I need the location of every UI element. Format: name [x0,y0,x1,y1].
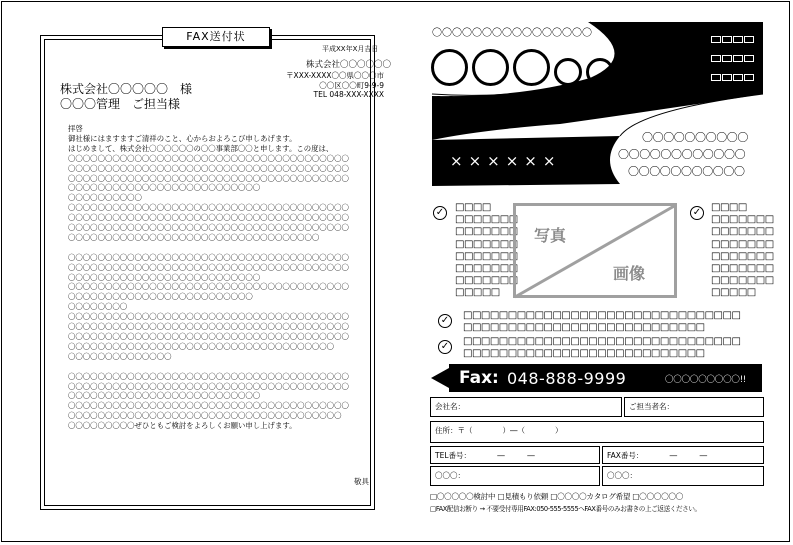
letter-line: 〇〇〇〇〇〇〇〇〇〇〇〇〇〇〇〇〇〇〇〇〇〇〇〇〇〇〇〇〇〇〇〇〇〇〇〇〇 [68,411,342,421]
medium-circle [618,58,646,86]
letter-closing: 敬具 [354,477,369,486]
box-list-item: □□□□□□□ [711,238,774,250]
circle-row-2: 〇〇〇〇〇 [432,112,495,127]
circle-row-1: 〇〇〇〇〇〇〇〇〇〇〇〇〇〇〇〇〇 [432,96,645,111]
check-icon: ✓ [433,206,447,220]
fax-field[interactable]: FAX番号： ― ― [602,446,764,464]
check-row-1-line1: □□□□□□□□□□□□□□□□□□□□□□□□□□□□□□□ [463,310,741,321]
box-list-item: □□□□□□□ [455,263,518,275]
recipient-department: 〇〇〇管理 ご担当様 [60,97,181,111]
footer-options[interactable]: □〇〇〇〇〇検討中 □見積もり依頼 □〇〇〇〇カタログ希望 □〇〇〇〇〇〇 [430,492,684,501]
right-circles-2: 〇〇〇〇〇〇〇〇〇〇〇〇 [618,148,746,161]
right-circles-1: 〇〇〇〇〇〇〇〇〇〇 [642,131,748,144]
letter-line: 〇〇〇〇〇〇〇〇〇〇〇〇〇〇〇〇〇〇〇〇〇〇〇〇〇〇〇〇〇〇〇〇〇〇〇〇〇〇 [68,163,349,173]
letter-line: 〇〇〇〇〇〇〇〇〇〇〇〇〇〇〇〇〇〇〇〇〇〇〇〇〇〇〇〇〇〇〇〇〇〇〇〇〇〇 [68,401,349,411]
big-circle [513,49,550,86]
box-list-item: □□□□□□□ [711,263,774,275]
sender-company: 株式会社〇〇〇〇〇〇 [306,60,392,70]
check-row-2-line2: □□□□□□□□□□□□□□□□□□□□□□□□□□□ [463,347,705,359]
letter-line: 〇〇〇〇〇〇〇〇〇〇〇〇〇〇〇〇〇〇〇〇〇〇〇〇〇〇 [68,391,261,401]
box-list-item: □□□□□□□ [455,214,518,226]
fax-arrow-icon [431,368,449,388]
box-list-item: □□□□□□□ [711,226,774,238]
big-circles-row [431,49,650,86]
letter-line: 〇〇〇〇〇〇〇〇〇〇〇〇〇〇〇〇〇〇〇〇〇〇〇〇〇〇〇〇〇〇〇〇〇〇〇〇〇〇 [68,322,349,332]
letter-line: 〇〇〇〇〇〇〇〇〇〇〇〇〇〇〇〇〇〇〇〇〇〇〇〇〇〇〇〇〇〇〇〇〇〇〇〇〇〇 [68,282,349,292]
recipient-company: 株式会社〇〇〇〇〇 様 [60,82,193,96]
address-field[interactable]: 住所：〒（ ）―（ ） [430,421,764,443]
letter-date: 平成XX年X月吉日 [322,45,379,53]
letter-line: 〇〇〇〇〇〇〇〇〇〇〇〇〇〇〇〇〇〇〇〇〇〇〇〇〇〇〇〇〇〇〇〇〇〇〇〇〇〇 [68,223,349,233]
letter-line: 〇〇〇〇〇〇〇〇 [68,302,128,312]
fax-number-bar [449,364,762,392]
letter-line: 〇〇〇〇〇〇〇〇〇〇〇〇〇〇〇〇〇〇〇〇〇〇〇〇〇〇〇〇〇〇〇〇〇〇〇〇〇〇 [68,173,349,183]
check-row-1 [463,310,740,333]
letter-line: 〇〇〇〇〇〇〇〇〇〇〇〇〇〇〇〇〇〇〇〇〇〇〇〇〇〇〇〇〇〇〇〇〇〇〇〇〇〇 [68,312,349,322]
box-list-item: □□□□□□□ [455,226,518,238]
check-icon: ✓ [438,314,452,328]
big-circle [472,49,509,86]
blank-field-2[interactable]: 〇〇〇： [602,466,764,486]
letter-line: 〇〇〇〇〇〇〇〇〇〇〇〇〇〇〇〇〇〇〇〇〇〇〇〇〇〇 [68,183,261,193]
letter-line: 〇〇〇〇〇〇〇〇〇〇 [68,193,142,203]
fax-label: Fax: [459,368,499,388]
mini-box-grid [711,31,755,88]
fax-tail-text: 〇〇〇〇〇〇〇〇〇!! [665,375,747,385]
box-list-item: □□□□□□□ [711,250,774,262]
letter-line: 〇〇〇〇〇〇〇〇〇〇〇〇〇〇〇〇〇〇〇〇〇〇〇〇〇〇〇〇〇〇〇〇〇〇〇〇〇〇 [68,252,349,262]
letter-line: 〇〇〇〇〇〇〇〇〇〇〇〇〇〇〇〇〇〇〇〇〇〇〇〇〇〇〇〇〇〇〇〇〇〇〇〇〇〇 [68,262,349,272]
letter-line: はじめまして、株式会社〇〇〇〇〇〇の〇〇事業部〇〇と申します。この度は、 [68,143,334,153]
right-circles-3: 〇〇〇〇〇〇〇〇〇〇〇 [628,165,745,178]
check-row-1-line2: □□□□□□□□□□□□□□□□□□□□□□□□□□□ [463,321,705,333]
letter-line: 拝啓 [68,124,83,133]
blank-field-1[interactable]: 〇〇〇： [430,466,600,486]
box-list-item: □□□□ [711,202,747,213]
fax-number: 048-888-9999 [507,369,627,388]
crosses: ×××××× [450,152,562,170]
medium-circle [586,58,614,86]
letter-line: 〇〇〇〇〇〇〇〇〇〇〇〇〇〇〇〇〇〇〇〇〇〇〇〇〇〇〇〇〇〇〇〇〇〇〇〇〇〇 [68,332,349,342]
box-list-item: □□□□□□□ [455,250,518,262]
letter-line: 〇〇〇〇〇〇〇〇〇〇〇〇〇〇〇〇〇〇〇〇〇〇〇〇〇〇〇〇〇〇〇〇〇〇 [68,232,320,242]
letter-line: 〇〇〇〇〇〇〇〇〇〇〇〇〇〇〇〇〇〇〇〇〇〇〇〇〇〇〇〇〇〇〇〇〇〇〇〇 [68,341,335,351]
photo-label-1: 写真 [534,226,567,245]
medium-circle [554,58,582,86]
letter-line: 〇〇〇〇〇〇〇〇〇〇〇〇〇〇〇〇〇〇〇〇〇〇〇〇〇〇〇〇〇〇〇〇〇〇〇〇〇〇 [68,153,349,163]
box-list-item: □□□□□□□ [455,275,518,287]
letter-line: 〇〇〇〇〇〇〇〇〇〇〇〇〇〇 [68,351,172,361]
check-row-2-line1: □□□□□□□□□□□□□□□□□□□□□□□□□□□□□□□ [463,336,741,347]
letter-line: 〇〇〇〇〇〇〇〇〇ぜひともご検討をよろしくお願い申し上げます。 [68,421,297,431]
photo-placeholder [513,203,677,298]
footer-opt-out[interactable]: □FAX配信お断り → 不要受付専用FAX:050-555-5555へFAX番号のみお書きの上ご返送ください。 [430,505,701,513]
fax-title-badge: FAX送付状 [162,27,270,47]
photo-label-2: 画像 [613,264,646,283]
letter-line: 〇〇〇〇〇〇〇〇〇〇〇〇〇〇〇〇〇〇〇〇〇〇〇〇〇〇〇〇〇〇〇〇〇〇〇〇〇〇 [68,381,349,391]
letter-line: 〇〇〇〇〇〇〇〇〇〇〇〇〇〇〇〇〇〇〇〇〇〇〇〇〇〇〇〇〇〇〇〇〇〇〇〇〇〇 [68,203,349,213]
sender-address-line2: 〇〇区〇〇町9-9-9 [319,80,384,90]
letter-line: 御社様にはますますご清祥のこと、心からおよろこび申しあげます。 [68,133,297,143]
flyer-top-circles: 〇〇〇〇〇〇〇〇〇〇〇〇〇〇〇〇 [432,28,592,39]
left-box-list [455,202,518,300]
sender-tel: TEL 048-XXX-XXXX [313,90,384,99]
company-field[interactable]: 会社名： [430,397,622,417]
box-list-item: □□□□□□□ [711,214,774,226]
box-list-item: □□□□ [455,202,491,213]
contact-field[interactable]: ご担当者名： [624,397,764,417]
box-list-item: □□□□□ [711,287,756,299]
letter-line: 〇〇〇〇〇〇〇〇〇〇〇〇〇〇〇〇〇〇〇〇〇〇〇〇〇 [68,292,253,302]
letter-line: 〇〇〇〇〇〇〇〇〇〇〇〇〇〇〇〇〇〇〇〇〇〇〇〇〇〇〇〇〇〇〇〇〇〇〇〇〇〇 [68,213,349,223]
check-icon: ✓ [690,206,704,220]
box-list-item: □□□□□□□ [711,275,774,287]
right-box-list [711,202,774,300]
big-circle [431,49,468,86]
letter-line: 〇〇〇〇〇〇〇〇〇〇〇〇〇〇〇〇〇〇〇〇〇〇〇〇〇〇 [68,272,261,282]
check-icon: ✓ [438,340,452,354]
box-list-item: □□□□□□□ [455,238,518,250]
tel-field[interactable]: TEL番号： ― ― [430,446,600,464]
letter-line: 〇〇〇〇〇〇〇〇〇〇〇〇〇〇〇〇〇〇〇〇〇〇〇〇〇〇〇〇〇〇〇〇〇〇〇〇〇〇 [68,371,349,381]
check-row-2 [463,336,740,359]
box-list-item: □□□□□ [455,287,500,299]
sender-address-line1: 〒XXX-XXXX〇〇県〇〇〇市 [286,71,384,80]
